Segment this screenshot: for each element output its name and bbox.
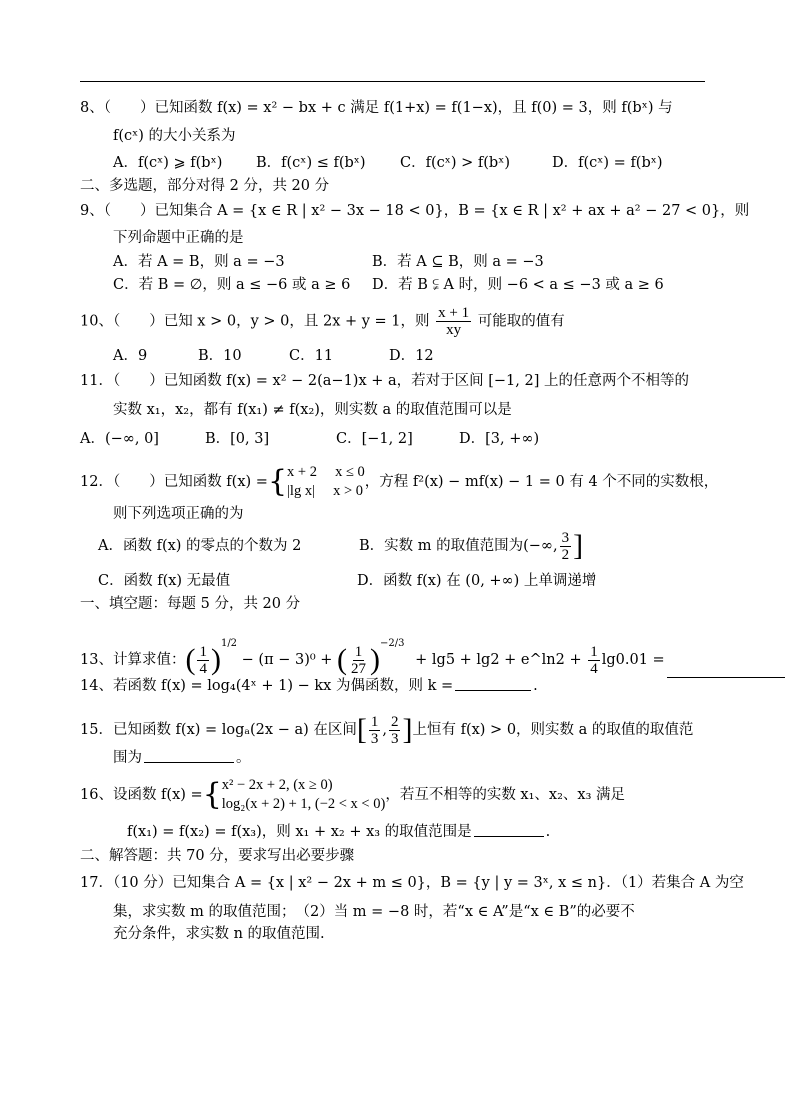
q13-paren-close: ) bbox=[210, 643, 221, 676]
q12-brace: { bbox=[267, 464, 288, 499]
q13-paren2-open: ( bbox=[337, 643, 348, 676]
q16-brace: { bbox=[202, 777, 222, 812]
q15-prefix: 15．已知函数 f(x) = logₐ(2x − a) 在区间 bbox=[80, 722, 357, 738]
q11-line2: 实数 x₁，x₂，都有 f(x₁) ≠ f(x₂)，则实数 a 的取值范围可以是 bbox=[113, 402, 512, 418]
q10-option-d: D．12 bbox=[389, 348, 434, 364]
q13-paren-open: ( bbox=[185, 643, 196, 676]
q10-prefix: 10、（ ）已知 x > 0，y > 0，且 2x + y = 1，则 bbox=[80, 313, 430, 330]
q16-case1: x² − 2x + 2, (x ≥ 0) bbox=[221, 777, 333, 793]
q13-frac3-num: 1 bbox=[590, 643, 598, 660]
q12-line1 bbox=[80, 462, 718, 502]
q13-prefix: 13、计算求值： bbox=[80, 652, 186, 668]
section-solve-heading: 二、解答题：共 70 分，要求写出必要步骤 bbox=[80, 848, 355, 864]
q11-option-b: B．[0, 3] bbox=[205, 431, 270, 447]
section-fill-heading: 一、填空题：每题 5 分，共 20 分 bbox=[80, 596, 301, 612]
q12-option-b-left: (−∞, bbox=[523, 538, 558, 554]
q9-option-d: D．若 B ⫋ A 时，则 −6 < a ≤ −3 或 a ≥ 6 bbox=[372, 277, 664, 293]
q13-term4: + lg5 + lg2 + e^ln2 + bbox=[415, 652, 582, 668]
q12-option-a: A．函数 f(x) 的零点的个数为 2 bbox=[98, 538, 302, 554]
q12-b-den: 2 bbox=[561, 546, 570, 563]
q10-frac-num: x + 1 bbox=[438, 305, 470, 321]
q10-frac-den: xy bbox=[446, 322, 462, 338]
q8-option-b: B．f(cˣ) ≤ f(bˣ) bbox=[256, 155, 366, 171]
q8-option-c: C．f(cˣ) > f(bˣ) bbox=[400, 155, 511, 171]
q11-option-a: A．(−∞, 0] bbox=[80, 431, 159, 447]
q14-line bbox=[80, 677, 538, 695]
q16-answer-blank[interactable] bbox=[474, 835, 544, 837]
q13-frac3 bbox=[588, 644, 600, 677]
q13-term2: − (π − 3)⁰ + bbox=[241, 652, 333, 668]
q10-option-b: B．10 bbox=[198, 348, 242, 364]
q15-line2 bbox=[113, 749, 251, 767]
header-rule bbox=[80, 81, 705, 82]
q16-suffix: ，若互不相等的实数 x₁、x₂、x₃ 满足 bbox=[385, 787, 626, 803]
q12-cases bbox=[287, 463, 365, 501]
q15-frac2-num: 2 bbox=[390, 713, 399, 730]
q12-option-d: D．函数 f(x) 在 (0, +∞) 上单调递增 bbox=[357, 573, 597, 589]
q15-line1: 15．已知函数 f(x) = logₐ(2x − a) 在区间[ $\frac{1}{3}$ , $\frac{2}{3}$ ]上恒有 f(x) > 0，则实数 a 的取值的取值范 bbox=[80, 713, 694, 747]
q13-answer-blank[interactable] bbox=[667, 676, 785, 678]
q17-line1: 17．（10 分）已知集合 A = {x | x² − 2x + m ≤ 0}，B = {y | y = 3ˣ, x ≤ n}．（1）若集合 A 为空 bbox=[80, 875, 744, 891]
q16-line2-text: f(x₁) = f(x₂) = f(x₃)，则 x₁ + x₂ + x₃ 的取值范围是 bbox=[127, 824, 472, 840]
q11-option-c: C．[−1, 2] bbox=[336, 431, 413, 447]
q13-frac1 bbox=[197, 644, 209, 677]
q15-end: 。 bbox=[236, 750, 251, 766]
q16-end: . bbox=[545, 824, 551, 840]
q15-frac1 bbox=[369, 714, 381, 747]
q13-frac1-num: 1 bbox=[199, 643, 207, 660]
q9-line2: 下列命题中正确的是 bbox=[113, 230, 244, 246]
q12-case2: |lg x| x > 0 bbox=[287, 483, 364, 499]
q12-option-b-prefix: B．实数 m 的取值范围为 bbox=[359, 538, 524, 554]
q13-exp2: −2/3 bbox=[380, 638, 405, 649]
q17-line3: 充分条件，求实数 n 的取值范围. bbox=[113, 926, 325, 942]
q12-b-num: 3 bbox=[561, 529, 570, 546]
q16-line2 bbox=[127, 823, 550, 841]
q12-option-b bbox=[359, 528, 583, 564]
q14-end: . bbox=[533, 678, 538, 694]
q13-exp1: 1/2 bbox=[220, 638, 238, 649]
q15-bracket-close: ] bbox=[402, 713, 413, 746]
q13-paren2-close: ) bbox=[370, 643, 381, 676]
q15-frac1-num: 1 bbox=[370, 713, 379, 730]
q17-line2: 集，求实数 m 的取值范围； （2）当 m = −8 时，若“x ∈ A”是“x ∈ B”的必要不 bbox=[113, 904, 635, 920]
q13-frac2 bbox=[349, 644, 368, 677]
q15-line2-text: 围为 bbox=[113, 750, 142, 766]
q14-answer-blank[interactable] bbox=[455, 689, 531, 691]
q13-frac3-den: 4 bbox=[590, 660, 598, 677]
q9-option-a: A．若 A = B，则 a = −3 bbox=[113, 254, 285, 270]
q13-frac2-num: 1 bbox=[354, 643, 363, 660]
q11-option-d: D．[3, +∞) bbox=[459, 431, 540, 447]
q15-frac2 bbox=[389, 714, 401, 747]
q15-frac1-den: 3 bbox=[370, 730, 379, 747]
q12-option-c: C．函数 f(x) 无最值 bbox=[98, 573, 231, 589]
q10-option-a: A．9 bbox=[113, 348, 148, 364]
q15-frac2-den: 3 bbox=[390, 730, 399, 747]
q16-cases bbox=[222, 776, 386, 814]
q16-case2: log₂(x + 2) + 1, (−2 < x < 0) bbox=[221, 796, 386, 812]
q9-option-c: C．若 B = ∅，则 a ≤ −6 或 a ≥ 6 bbox=[113, 277, 351, 293]
q12-suffix: ，方程 f²(x) − mf(x) − 1 = 0 有 4 个不同的实数根， bbox=[364, 474, 719, 490]
q10-fraction bbox=[436, 305, 471, 338]
q8-option-a: A．f(cˣ) ⩾ f(bˣ) bbox=[113, 155, 223, 171]
q10-line bbox=[80, 305, 565, 338]
q8-line2: f(cˣ) 的大小关系为 bbox=[113, 128, 236, 144]
q13-term6: lg0.01 = bbox=[601, 652, 665, 668]
q15-answer-blank[interactable] bbox=[144, 761, 234, 763]
q9-option-b: B．若 A ⊆ B，则 a = −3 bbox=[372, 254, 544, 270]
q15-bracket-open: [ bbox=[356, 713, 367, 746]
q12-case1: x + 2 x ≤ 0 bbox=[287, 464, 365, 480]
q12-line2: 则下列选项正确的为 bbox=[113, 506, 244, 522]
q16-line1 bbox=[80, 775, 625, 815]
q9-line1: 9、（ ）已知集合 A = {x ∈ R | x² − 3x − 18 < 0}，B = {x ∈ R | x² + ax + a² − 27 < 0}，则 bbox=[80, 203, 750, 219]
q13-frac2-den: 27 bbox=[351, 660, 367, 677]
q10-suffix: 可能取的值有 bbox=[477, 313, 565, 330]
q13-line bbox=[80, 622, 785, 682]
q12-option-b-fraction bbox=[560, 530, 572, 563]
q10-option-c: C．11 bbox=[289, 348, 334, 364]
q14-text: 14、若函数 f(x) = log₄(4ˣ + 1) − kx 为偶函数，则 k = bbox=[80, 678, 454, 694]
q8-line1: 8、（ ）已知函数 f(x) = x² − bx + c 满足 f(1+x) = f(1−x)，且 f(0) = 3，则 f(bˣ) 与 bbox=[80, 100, 673, 116]
q16-prefix: 16、设函数 f(x) = bbox=[80, 787, 203, 803]
q8-option-d: D．f(cˣ) = f(bˣ) bbox=[552, 155, 663, 171]
q12-option-b-right: ] bbox=[573, 529, 584, 562]
q12-prefix: 12．（ ）已知函数 f(x) = bbox=[80, 474, 268, 490]
q13-frac1-den: 4 bbox=[199, 660, 207, 677]
q11-line1: 11．（ ）已知函数 f(x) = x² − 2(a−1)x + a，若对于区间 [−1, 2] 上的任意两个不相等的 bbox=[80, 373, 689, 389]
section-multi-heading: 二、多选题，部分对得 2 分，共 20 分 bbox=[80, 178, 330, 194]
q15-suffix: 上恒有 f(x) > 0，则实数 a 的取值的取值范 bbox=[412, 722, 694, 738]
